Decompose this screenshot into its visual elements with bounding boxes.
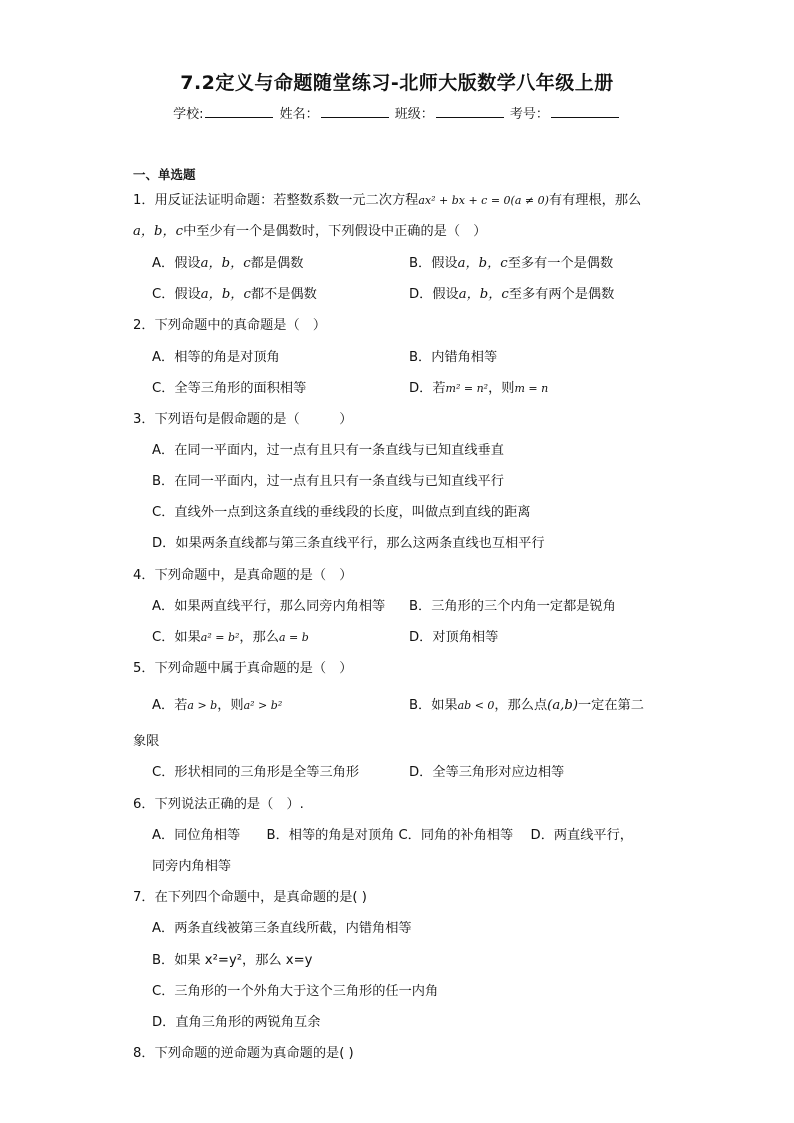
section-heading: 一、单选题: [133, 167, 196, 182]
question-1-vars: a，b，c: [133, 224, 184, 239]
question-3-stem: 3．下列语句是假命题的是（ ）: [133, 412, 353, 427]
option-label: A．假设: [152, 256, 201, 271]
school-label: 学校:: [173, 107, 204, 122]
option-label: A．若: [152, 698, 188, 713]
name-label: 姓名：: [279, 107, 319, 122]
question-2-option-b[interactable]: B．内错角相等: [409, 350, 498, 365]
option-label: C．假设: [152, 287, 201, 302]
option-equation-1: a² = b²: [200, 631, 240, 644]
option-equation-2: m = n: [514, 382, 549, 395]
question-1-stem-cont: [133, 223, 486, 241]
question-1-text-end: 有有理根，那么: [548, 193, 642, 208]
question-5-option-a[interactable]: [152, 697, 282, 715]
question-7-stem: 7．在下列四个命题中，是真命题的是( ): [133, 890, 367, 905]
question-3-option-c[interactable]: C．直线外一点到这条直线的垂线段的长度，叫做点到直线的距离: [152, 505, 531, 520]
option-text: 至多有一个是偶数: [507, 256, 614, 271]
option-equation-1: a > b: [187, 699, 218, 712]
page-title: 7.2定义与命题随堂练习-北师大版数学八年级上册: [180, 72, 614, 94]
question-1-equation: ax² + bx + c = 0(a ≠ 0): [418, 194, 549, 207]
question-7-option-d[interactable]: D．直角三角形的两锐角互余: [152, 1015, 321, 1030]
question-3-option-d[interactable]: D．如果两条直线都与第三条直线平行，那么这两条直线也互相平行: [152, 536, 545, 551]
option-point: (a,b): [547, 698, 578, 713]
question-1-text: 1．用反证法证明命题：若整数系数一元二次方程: [133, 193, 419, 208]
option-vars: a，b，c: [200, 287, 251, 302]
question-2-option-c[interactable]: C．全等三角形的面积相等: [152, 381, 307, 396]
option-text: 都是偶数: [250, 256, 304, 271]
option-text-end: 一定在第二: [577, 698, 644, 713]
option-text: ，则: [488, 381, 515, 396]
class-label: 班级：: [394, 107, 434, 122]
question-1-text-2: 中至少有一个是偶数时，下列假设中正确的是（ ）: [183, 224, 487, 239]
option-text: ，那么: [239, 630, 279, 645]
question-1-option-a[interactable]: [152, 255, 303, 273]
name-blank[interactable]: [321, 105, 389, 118]
option-equation-1: ab < 0: [457, 699, 495, 712]
question-5-stem: 5．下列命题中属于真命题的是（ ）: [133, 661, 353, 676]
question-4-option-d[interactable]: D．对顶角相等: [409, 630, 499, 645]
option-label: B．如果: [409, 698, 458, 713]
option-vars: a，b，c: [200, 256, 251, 271]
question-1-option-b[interactable]: [409, 255, 613, 273]
question-4-option-a[interactable]: A．如果两直线平行，那么同旁内角相等: [152, 599, 386, 614]
question-4-stem: 4．下列命题中，是真命题的是（ ）: [133, 568, 353, 583]
option-text: ，则: [217, 698, 244, 713]
question-4-option-b[interactable]: B．三角形的三个内角一定都是锐角: [409, 599, 616, 614]
question-2-option-d[interactable]: [409, 380, 548, 398]
question-2-stem: 2．下列命题中的真命题是（ ）: [133, 318, 327, 333]
question-2-option-a[interactable]: A．相等的角是对顶角: [152, 350, 280, 365]
option-label: B．假设: [409, 256, 458, 271]
question-1-option-d[interactable]: [409, 286, 614, 304]
question-6-options[interactable]: A．同位角相等 B．相等的角是对顶角 C．同角的补角相等 D．两直线平行，: [152, 828, 633, 843]
question-8-stem: 8．下列命题的逆命题为真命题的是( ): [133, 1046, 354, 1061]
question-7-option-b[interactable]: B．如果 x²=y²，那么 x=y: [152, 953, 313, 968]
question-6-stem: 6．下列说法正确的是（ ）.: [133, 797, 304, 812]
question-5-option-b[interactable]: [409, 697, 644, 715]
question-3-option-a[interactable]: A．在同一平面内，过一点有且只有一条直线与已知直线垂直: [152, 443, 504, 458]
option-equation-2: a = b: [278, 631, 309, 644]
option-text: 都不是偶数: [250, 287, 317, 302]
student-info-row: [0, 103, 794, 122]
option-label: C．如果: [152, 630, 201, 645]
option-equation-2: a² > b²: [243, 699, 283, 712]
school-blank[interactable]: [205, 105, 273, 118]
question-5-option-d[interactable]: D．全等三角形对应边相等: [409, 765, 565, 780]
question-1-option-c[interactable]: [152, 286, 317, 304]
class-blank[interactable]: [436, 105, 504, 118]
question-3-option-b[interactable]: B．在同一平面内，过一点有且只有一条直线与已知直线平行: [152, 474, 504, 489]
question-5-option-c[interactable]: C．形状相同的三角形是全等三角形: [152, 765, 360, 780]
exam-number-label: 考号：: [509, 107, 549, 122]
question-4-option-c[interactable]: [152, 629, 309, 647]
question-7-option-c[interactable]: C．三角形的一个外角大于这个三角形的任一内角: [152, 984, 439, 999]
exam-number-blank[interactable]: [551, 105, 619, 118]
question-5-option-b-cont: 象限: [133, 734, 160, 749]
option-text: ，那么点: [494, 698, 548, 713]
question-1-stem: [133, 192, 641, 210]
option-vars: a，b，c: [458, 287, 509, 302]
option-vars: a，b，c: [457, 256, 508, 271]
option-label: D．假设: [409, 287, 459, 302]
question-6-options-cont: 同旁内角相等: [152, 859, 232, 874]
option-text: 至多有两个是偶数: [508, 287, 615, 302]
option-equation-1: m² = n²: [445, 382, 489, 395]
option-label: D．若: [409, 381, 446, 396]
question-7-option-a[interactable]: A．两条直线被第三条直线所截，内错角相等: [152, 921, 412, 936]
